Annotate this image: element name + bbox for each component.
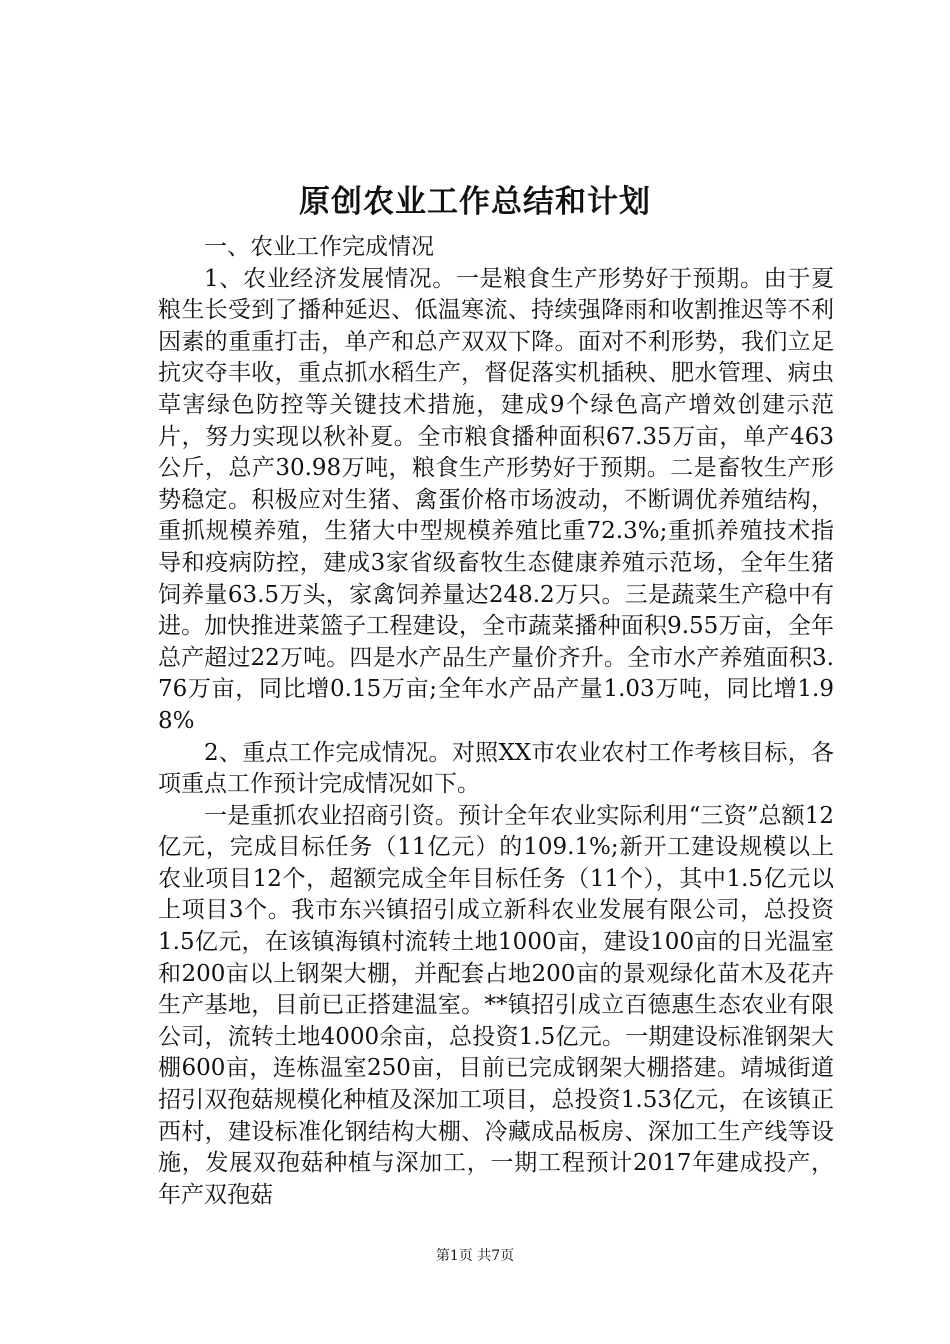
paragraph-investment: 一是重抓农业招商引资。预计全年农业实际利用“三资”总额12亿元，完成目标任务（11亿元）的109.1%;新开工建设规模以上农业项目12个，超额完成全年目标任务（11个），其中1.5亿元以上项目3个。我市东兴镇招引成立新科农业发展有限公司，总投资1.5亿元，在该镇海镇村流转土地1000亩，建设100亩的日光温室和200亩以上钢架大棚，并配套占地200亩的景观绿化苗木及花卉生产基地，目前已正搭建温室。**镇招引成立百德惠生态农业有限公司，流转土地4000余亩，总投资1.5亿元。一期建设标准钢架大棚600亩，连栋温室250亩，目前已完成钢架大棚搭建。靖城街道招引双孢菇规模化种植及深加工项目，总投资1.53亿元，在该镇正西村，建设标准化钢结构大棚、冷藏成品板房、深加工生产线等设施，发展双孢菇种植与深加工，一期工程预计2017年建成投产，年产双孢菇: [158, 802, 834, 1208]
page-footer: 第1页 共7页: [435, 1248, 515, 1264]
paragraph-section-heading: 一、农业工作完成情况: [204, 234, 434, 260]
paragraph-key-work: 2、重点工作完成情况。对照XX市农业农村工作考核目标，各项重点工作预计完成情况如下。: [158, 739, 834, 798]
document-title: 原创农业工作总结和计划: [299, 184, 651, 220]
document-body: [158, 232, 834, 1211]
paragraph-economic-development: 1、农业经济发展情况。一是粮食生产形势好于预期。由于夏粮生长受到了播种延迟、低温寒流、持续强降雨和收割推迟等不利因素的重重打击，单产和总产双双下降。面对不利形势，我们立足抗灾夺丰收，重点抓水稻生产，督促落实机插秧、肥水管理、病虫草害绿色防控等关键技术措施，建成9个绿色高产增效创建示范片，努力实现以秋补夏。全市粮食播种面积67.35万亩，单产463公斤，总产30.98万吨，粮食生产形势好于预期。二是畜牧生产形势稳定。积极应对生猪、禽蛋价格市场波动，不断调优养殖结构，重抓规模养殖，生猪大中型规模养殖比重72.3%;重抓养殖技术指导和疫病防控，建成3家省级畜牧生态健康养殖示范场，全年生猪饲养量63.5万头，家禽饲养量达248.2万只。三是蔬菜生产稳中有进。加快推进菜篮子工程建设，全市蔬菜播种面积9.55万亩，全年总产超过22万吨。四是水产品生产量价齐升。全市水产养殖面积3.76万亩，同比增0.15万亩;全年水产品产量1.03万吨，同比增1.98%: [158, 265, 834, 734]
